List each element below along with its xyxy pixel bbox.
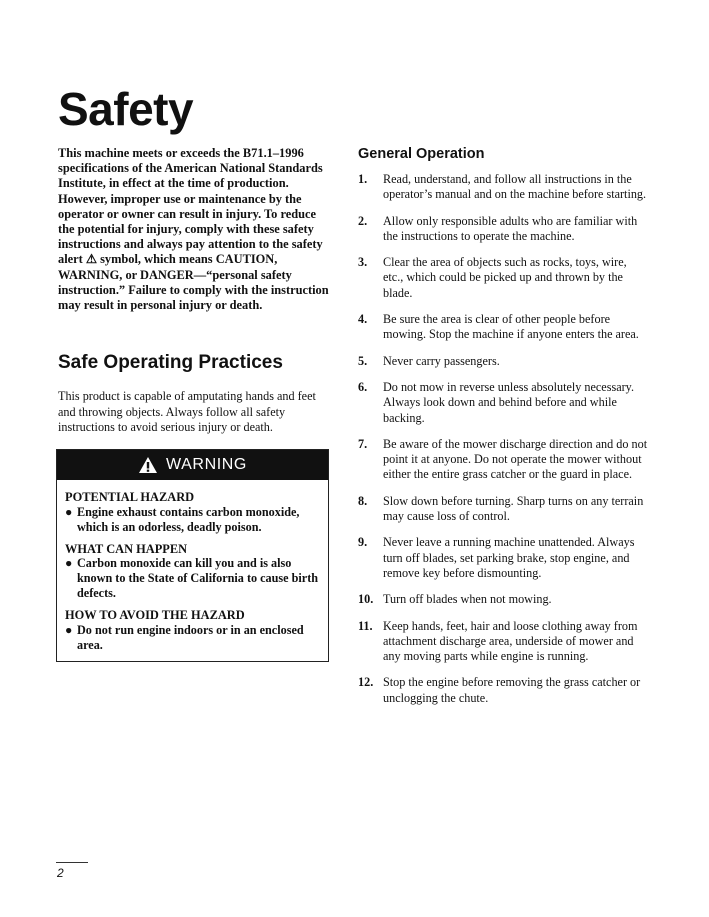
item-text: Never carry passengers. <box>383 353 500 368</box>
warning-label: WARNING <box>166 456 247 474</box>
item-text: Never leave a running machine unattended. Always turn off blades, set parking brake, stop engine, and remove key before dismounting. <box>383 535 635 580</box>
list-item <box>358 675 648 706</box>
list-item <box>358 172 648 203</box>
page-number: 2 <box>57 866 64 880</box>
consequence-bullet <box>65 556 320 601</box>
left-column <box>58 146 333 662</box>
consequence-bullet-text: Carbon monoxide can kill you and is also known to the State of California to cause birth defects. <box>77 556 319 601</box>
item-text: Clear the area of objects such as rocks, toys, wire, etc., which could be picked up and thrown by the blade. <box>383 255 627 300</box>
item-text: Turn off blades when not mowing. <box>383 592 552 607</box>
intro-paragraph: This machine meets or exceeds the B71.1–1996 specifications of the American National Standards Institute, in effect at the time of production. However, improper use or maintenance by the operator or owner can result in injury. To reduce the potential for injury, comply with these safety instructions and always pay attention to the safety alert ⚠ symbol, which means CAUTION, WARNING, or DANGER—“personal safety instruction.” Failure to comply with the instruction may result in personal injury or death. <box>58 146 329 313</box>
item-number: 5. <box>358 353 368 368</box>
right-column <box>358 144 648 717</box>
footer-divider <box>56 862 88 863</box>
list-item <box>358 214 648 245</box>
bullet-icon: ● <box>65 622 73 637</box>
hazard-bullet <box>65 505 320 535</box>
item-text: Stop the engine before removing the grass catcher or unclogging the chute. <box>383 675 641 705</box>
item-number: 11. <box>358 618 373 633</box>
item-number: 1. <box>358 172 368 186</box>
list-item <box>358 494 648 525</box>
item-number: 9. <box>358 535 368 550</box>
list-item <box>358 354 648 369</box>
item-text: Keep hands, feet, hair and loose clothing away from attachment discharge area, underside of mower and any moving parts while engine is running. <box>383 618 638 664</box>
avoidance-bullet-text: Do not run engine indoors or in an enclosed area. <box>77 622 304 652</box>
item-number: 2. <box>358 213 368 228</box>
general-operation-heading: General Operation <box>358 146 485 162</box>
warning-header <box>57 450 328 480</box>
safe-operating-heading: Safe Operating Practices <box>58 352 283 374</box>
item-number: 3. <box>358 255 368 270</box>
item-number: 7. <box>358 436 368 451</box>
safety-alert-triangle-icon <box>138 456 158 474</box>
list-item <box>358 312 648 343</box>
list-item <box>358 437 648 483</box>
item-text: Slow down before turning. Sharp turns on any terrain may cause loss of control. <box>383 493 644 524</box>
item-text: Be sure the area is clear of other people before mowing. Stop the machine if anyone enters the area. <box>383 312 639 342</box>
consequence-heading: WHAT CAN HAPPEN <box>65 541 188 556</box>
item-number: 12. <box>358 675 374 690</box>
avoidance-bullet <box>65 623 320 653</box>
item-number: 8. <box>358 493 368 508</box>
bullet-icon: ● <box>65 504 73 519</box>
avoidance-heading: HOW TO AVOID THE HAZARD <box>65 608 245 623</box>
hazard-heading: POTENTIAL HAZARD <box>65 490 195 505</box>
page-title: Safety <box>58 83 194 135</box>
item-number: 10. <box>358 592 374 607</box>
bullet-icon: ● <box>65 556 73 571</box>
list-item <box>358 619 648 665</box>
list-item <box>358 592 648 607</box>
warning-body <box>57 480 328 653</box>
item-number: 6. <box>358 379 368 394</box>
item-number: 4. <box>358 312 368 327</box>
safe-operating-paragraph: This product is capable of amputating hands and feet and throwing objects. Always follow all safety instructions to avoid serious injury or death. <box>58 389 316 435</box>
warning-box <box>56 449 329 662</box>
item-text: Do not mow in reverse unless absolutely necessary. Always look down and behind before and while backing. <box>383 379 635 425</box>
item-text: Be aware of the mower discharge direction and do not point it at anyone. Do not operate the mower without either the entire grass catcher or the guard in place. <box>383 436 648 482</box>
item-text: Read, understand, and follow all instructions in the operator’s manual and on the machine before starting. <box>383 172 647 202</box>
hazard-bullet-text: Engine exhaust contains carbon monoxide, which is an odorless, deadly poison. <box>77 504 300 534</box>
list-item <box>358 255 648 301</box>
list-item <box>358 380 648 426</box>
list-item <box>358 535 648 581</box>
item-text: Allow only responsible adults who are familiar with the instructions to operate the machine. <box>383 213 638 243</box>
general-operation-list <box>358 172 648 706</box>
